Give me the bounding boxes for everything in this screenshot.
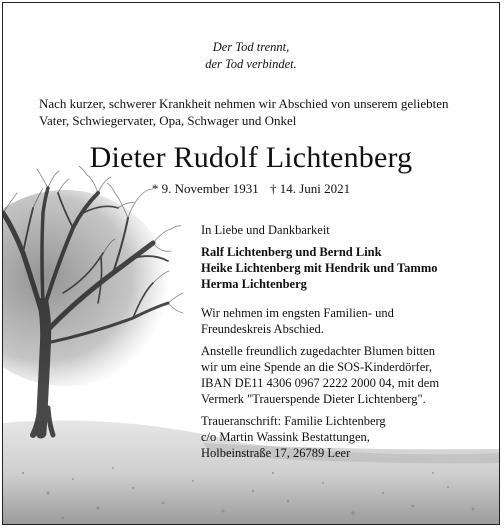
- deceased-name: Dieter Rudolf Lichtenberg: [89, 141, 413, 174]
- address-line: c/o Martin Wassink Bestattungen,: [201, 430, 370, 444]
- announcement-text: [39, 95, 479, 129]
- donation-line: Anstelle freundlich zugedachter Blumen bitten: [201, 344, 435, 358]
- donation-line: Vermerk "Trauerspende Dieter Lichtenberg".: [201, 392, 426, 406]
- mourners-block: [201, 222, 491, 461]
- obituary-notice: [2, 2, 500, 525]
- farewell-line: Freundeskreis Abschied.: [201, 322, 324, 336]
- mourner-line: Heike Lichtenberg mit Hendrik und Tammo: [201, 261, 438, 275]
- memorial-quote: [3, 39, 499, 73]
- farewell-line: Wir nehmen im engsten Familien- und: [201, 306, 394, 320]
- death-date: † 14. Juni 2021: [269, 181, 351, 196]
- announcement-line: Vater, Schwiegervater, Opa, Schwager und Onkel: [39, 113, 297, 128]
- donation-line: wir um eine Spende an die SOS-Kinderdörfer,: [201, 360, 433, 374]
- address-line: Traueranschrift: Familie Lichtenberg: [201, 414, 386, 428]
- birth-date: * 9. November 1931: [151, 181, 259, 196]
- mourners-intro: In Liebe und Dankbarkeit: [201, 223, 330, 237]
- mourner-line: Herma Lichtenberg: [201, 277, 307, 291]
- mourner-line: Ralf Lichtenberg und Bernd Link: [201, 245, 382, 259]
- life-dates: [3, 180, 499, 197]
- quote-line: Der Tod trennt,: [212, 40, 290, 54]
- address-line: Holbeinstraße 17, 26789 Leer: [201, 446, 351, 460]
- announcement-line: Nach kurzer, schwerer Krankheit nehmen wir Abschied von unserem geliebten: [39, 96, 449, 111]
- donation-line: IBAN DE11 4306 0967 2222 2000 04, mit dem: [201, 376, 440, 390]
- quote-line: der Tod verbindet.: [205, 57, 297, 71]
